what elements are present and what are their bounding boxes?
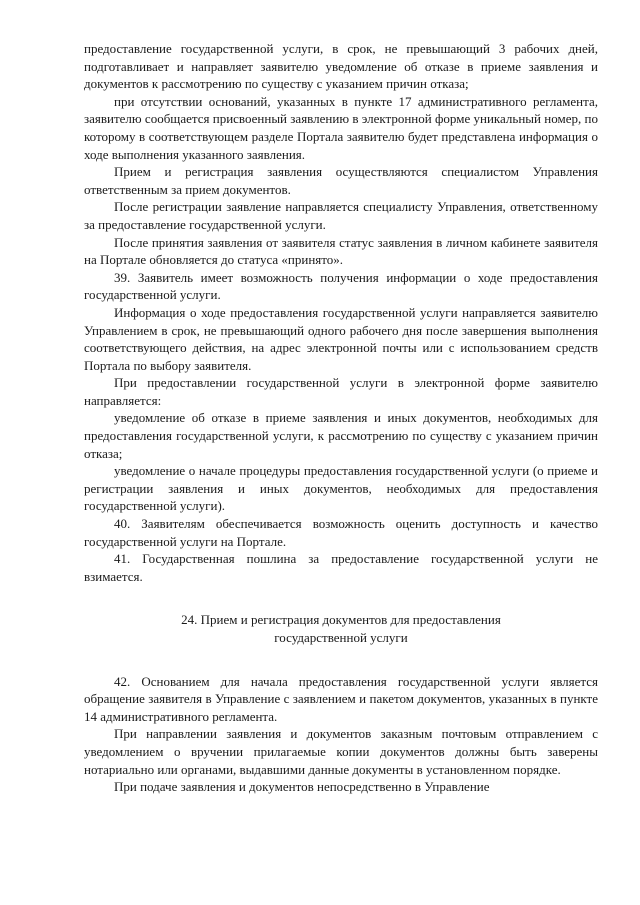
paragraph: уведомление об отказе в приеме заявления и иных документов, необходимых для предоставления государственной услуги, к рассмотрению по существу с указанием причин отказа; [84,410,598,461]
paragraph: при отсутствии оснований, указанных в пункте 17 административного регламента, заявителю сообщается присвоенный заявлению в электронной форме уникальный номер, по которому в соответствующем разделе Портала заявителю будет представлена информация о ходе выполнения указанного заявления. [84,93,598,162]
section-heading-line-1: 24. Прием и регистрация документов для предоставления [181,612,501,628]
paragraph: При подаче заявления и документов непосредственно в Управление [114,779,490,795]
paragraph: При предоставлении государственной услуги в электронной форме заявителю направляется: [84,375,598,408]
paragraph-item-42: 42. Основанием для начала предоставления государственной услуги является обращение заявителя в Управление с заявлением и пакетом документов, указанных в пункте 14 административного регламента. [84,673,598,724]
paragraph-continuation: предоставление государственной услуги, в срок, не превышающий 3 рабочих дней, подготавливает и направляет заявителю уведомление об отказе в приеме заявления и документов к рассмотрению по существу с указанием причин отказа; [84,41,598,92]
paragraph: Информация о ходе предоставления государственной услуги направляется заявителю Управлением в срок, не превышающий одного рабочего дня после завершения выполнения соответствующего действия, на адрес электронной почты или с использованием средств Портала по выбору заявителя. [84,304,598,373]
paragraph-item-41: 41. Государственная пошлина за предоставление государственной услуги не взимается. [84,551,598,584]
paragraph: После регистрации заявление направляется специалисту Управления, ответственному за предоставление государственной услуги. [84,199,598,232]
paragraph: Прием и регистрация заявления осуществляются специалистом Управления ответственным за прием документов. [84,164,598,197]
section-heading-line-2: государственной услуги [274,630,408,645]
paragraph: уведомление о начале процедуры предоставления государственной услуги (о приеме и регистрации заявления и иных документов, необходимых для предоставления государственной услуги). [84,463,598,514]
paragraph: При направлении заявления и документов заказным почтовым отправлением с уведомлением о вручении прилагаемые копии документов должны быть заверены нотариально или органами, выдавшими данные документы в установленном порядке. [84,726,598,777]
paragraph-item-39: 39. Заявитель имеет возможность получения информации о ходе предоставления государственной услуги. [84,269,598,303]
section-heading [84,611,598,646]
spacer [84,647,598,673]
paragraph-item-40: 40. Заявителям обеспечивается возможность оценить доступность и качество государственной услуги на Портале. [84,516,598,549]
spacer [84,585,598,611]
paragraph: После принятия заявления от заявителя статус заявления в личном кабинете заявителя на Портале обновляется до статуса «принято». [84,234,598,268]
document-page [84,40,598,796]
